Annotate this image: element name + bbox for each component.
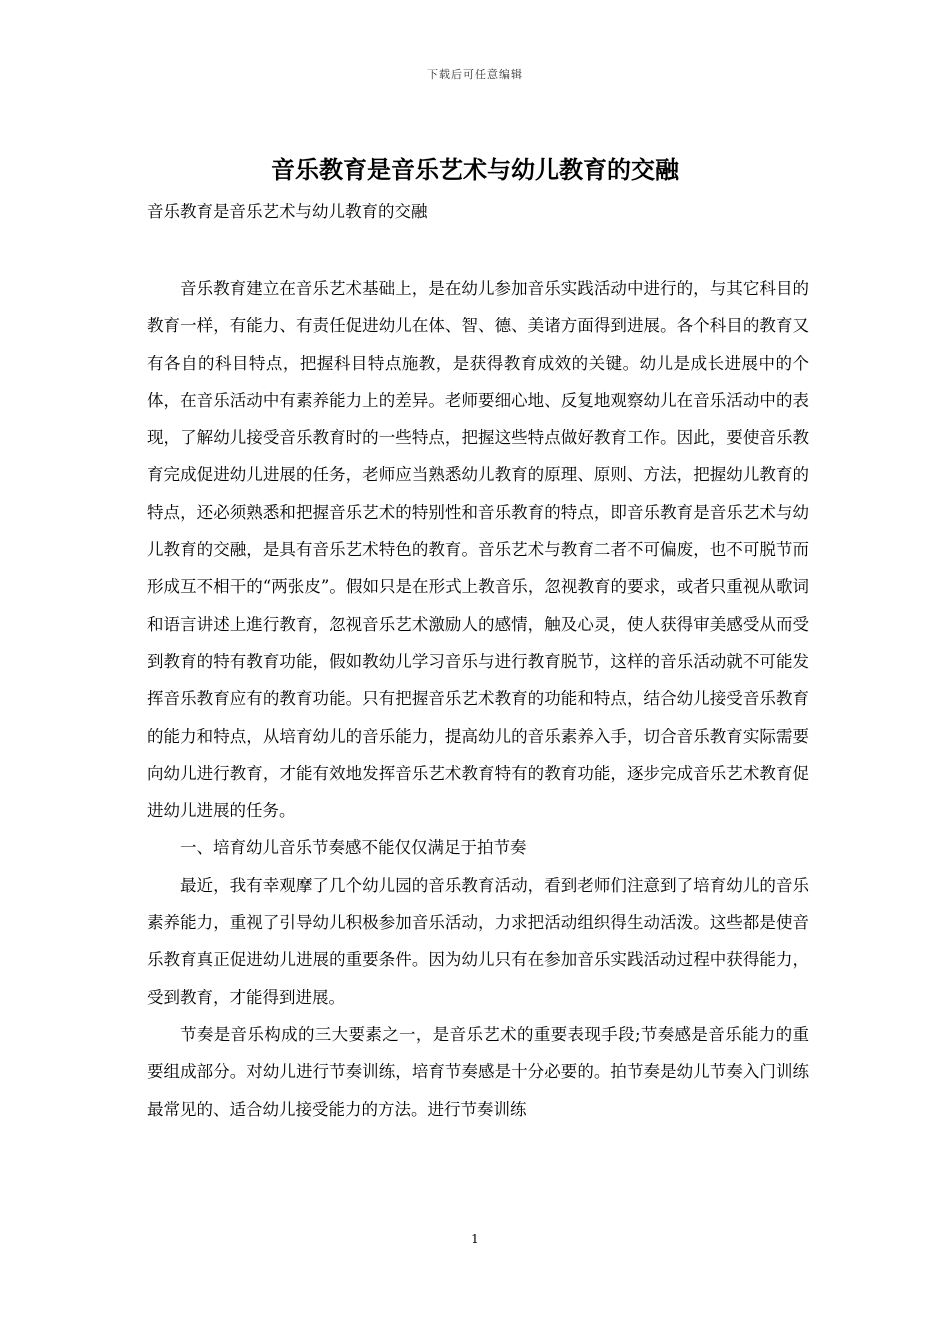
page-number: 1 bbox=[471, 1232, 479, 1246]
body-paragraph: 节奏是音乐构成的三大要素之一，是音乐艺术的重要表现手段;节奏感是音乐能力的重要组成部分。对幼儿进行节奏训练，培育节奏感是十分必要的。拍节奏是幼儿节奏入门训练最常见的、适合幼儿接受能力的方法。进行节奏训练 bbox=[147, 1024, 809, 1119]
page-header: 下载后可任意编辑 bbox=[427, 68, 523, 81]
document-title: 音乐教育是音乐艺术与幼儿教育的交融 bbox=[271, 155, 679, 184]
section-heading: 一、培育幼儿音乐节奏感不能仅仅满足于拍节奏 bbox=[180, 838, 527, 858]
document-body bbox=[147, 270, 809, 1128]
body-paragraph: 音乐教育建立在音乐艺术基础上，是在幼儿参加音乐实践活动中进行的，与其它科目的教育一样，有能力、有责任促进幼儿在体、智、德、美诸方面得到进展。各个科目的教育又有各自的科目特点，把握科目特点施教，是获得教育成效的关键。幼儿是成长进展中的个体，在音乐活动中有素养能力上的差异。老师要细心地、反复地观察幼儿在音乐活动中的表现，了解幼儿接受音乐教育时的一些特点，把握这些特点做好教育工作。因此，要使音乐教育完成促进幼儿进展的任务，老师应当熟悉幼儿教育的原理、原则、方法，把握幼儿教育的特点，还必须熟悉和把握音乐艺术的特别性和音乐教育的特点，即音乐教育是音乐艺术与幼儿教育的交融，是具有音乐艺术特色的教育。音乐艺术与教育二者不可偏废，也不可脱节而形成互不相干的“两张皮”。假如只是在形式上教音乐，忽视教育的要求，或者只重视从歌词和语言讲述上進行教育，忽视音乐艺术激励人的感情，触及心灵，使人获得审美感受从而受到教育的特有教育功能，假如教幼儿学习音乐与进行教育脱节，这样的音乐活动就不可能发挥音乐教育应有的教育功能。只有把握音乐艺术教育的功能和特点，结合幼儿接受音乐教育的能力和特点，从培育幼儿的音乐能力，提高幼儿的音乐素养入手，切合音乐教育实际需要向幼儿进行教育，才能有效地发挥音乐艺术教育特有的教育功能，逐步完成音乐艺术教育促进幼儿进展的任务。 bbox=[147, 279, 809, 821]
document-subtitle: 音乐教育是音乐艺术与幼儿教育的交融 bbox=[147, 202, 428, 221]
body-paragraph: 最近，我有幸观摩了几个幼儿园的音乐教育活动，看到老师们注意到了培育幼儿的音乐素养能力，重视了引导幼儿积极参加音乐活动，力求把活动组织得生动活泼。这些都是使音乐教育真正促进幼儿进展的重要条件。因为幼儿只有在参加音乐实践活动过程中获得能力，受到教育，才能得到进展。 bbox=[147, 875, 809, 1007]
